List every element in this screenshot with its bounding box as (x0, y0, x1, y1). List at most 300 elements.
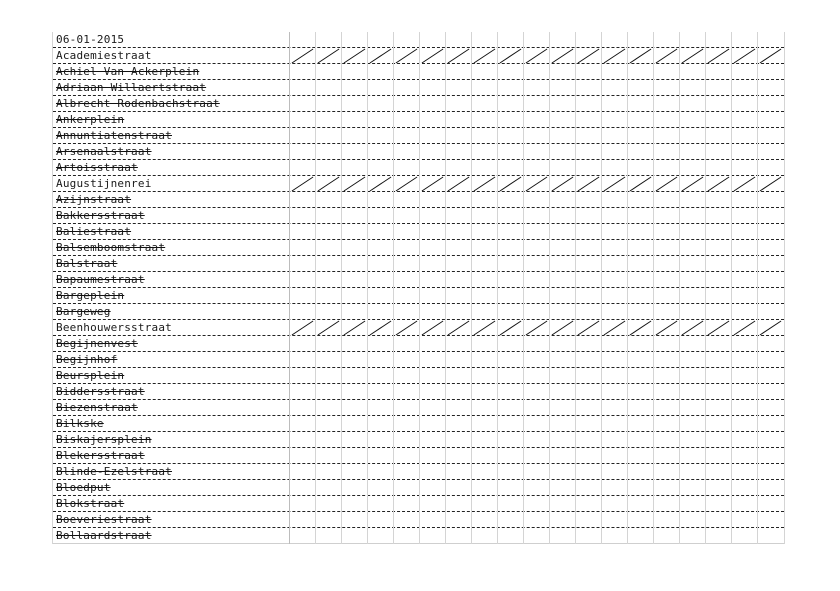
checklist-cell[interactable] (731, 272, 757, 288)
checklist-cell[interactable] (705, 304, 731, 320)
checklist-cell[interactable] (549, 128, 575, 144)
checklist-cell[interactable] (393, 320, 419, 336)
checklist-cell[interactable] (575, 256, 601, 272)
checklist-cell[interactable] (575, 128, 601, 144)
checklist-cell[interactable] (627, 448, 653, 464)
checklist-cell[interactable] (393, 400, 419, 416)
checklist-cell[interactable] (523, 400, 549, 416)
checklist-cell[interactable] (289, 464, 315, 480)
checklist-cell[interactable] (367, 144, 393, 160)
checklist-cell[interactable] (653, 400, 679, 416)
checklist-cell[interactable] (679, 336, 705, 352)
checklist-cell[interactable] (549, 48, 575, 64)
checklist-cell[interactable] (601, 256, 627, 272)
checklist-cell[interactable] (289, 48, 315, 64)
checklist-cell[interactable] (393, 512, 419, 528)
checklist-cell[interactable] (523, 512, 549, 528)
checklist-cell[interactable] (445, 352, 471, 368)
checklist-cell[interactable] (393, 384, 419, 400)
checklist-cell[interactable] (393, 368, 419, 384)
checklist-cell[interactable] (471, 480, 497, 496)
checklist-cell[interactable] (393, 272, 419, 288)
checklist-cell[interactable] (315, 416, 341, 432)
checklist-cell[interactable] (575, 272, 601, 288)
checklist-cell[interactable] (445, 224, 471, 240)
checklist-cell[interactable] (341, 176, 367, 192)
checklist-cell[interactable] (523, 432, 549, 448)
checklist-cell[interactable] (497, 288, 523, 304)
checklist-cell[interactable] (315, 432, 341, 448)
checklist-cell[interactable] (575, 464, 601, 480)
checklist-cell[interactable] (393, 128, 419, 144)
checklist-cell[interactable] (419, 224, 445, 240)
checklist-cell[interactable] (471, 400, 497, 416)
checklist-cell[interactable] (523, 368, 549, 384)
checklist-cell[interactable] (315, 448, 341, 464)
checklist-cell[interactable] (601, 128, 627, 144)
checklist-cell[interactable] (679, 416, 705, 432)
checklist-cell[interactable] (497, 480, 523, 496)
checklist-cell[interactable] (627, 304, 653, 320)
checklist-cell[interactable] (705, 96, 731, 112)
checklist-cell[interactable] (731, 528, 757, 544)
checklist-cell[interactable] (601, 64, 627, 80)
checklist-cell[interactable] (289, 336, 315, 352)
checklist-cell[interactable] (497, 240, 523, 256)
checklist-cell[interactable] (341, 384, 367, 400)
checklist-cell[interactable] (367, 240, 393, 256)
checklist-cell[interactable] (523, 416, 549, 432)
checklist-cell[interactable] (471, 432, 497, 448)
checklist-cell[interactable] (549, 512, 575, 528)
checklist-cell[interactable] (757, 192, 783, 208)
checklist-cell[interactable] (445, 112, 471, 128)
checklist-cell[interactable] (419, 400, 445, 416)
checklist-cell[interactable] (419, 384, 445, 400)
checklist-cell[interactable] (549, 256, 575, 272)
checklist-cell[interactable] (705, 336, 731, 352)
checklist-cell[interactable] (679, 272, 705, 288)
checklist-cell[interactable] (471, 416, 497, 432)
checklist-cell[interactable] (497, 528, 523, 544)
checklist-cell[interactable] (731, 160, 757, 176)
checklist-cell[interactable] (367, 320, 393, 336)
checklist-cell[interactable] (653, 128, 679, 144)
checklist-cell[interactable] (731, 512, 757, 528)
checklist-cell[interactable] (549, 80, 575, 96)
checklist-cell[interactable] (627, 160, 653, 176)
checklist-cell[interactable] (731, 112, 757, 128)
checklist-cell[interactable] (289, 384, 315, 400)
checklist-cell[interactable] (341, 512, 367, 528)
checklist-cell[interactable] (445, 240, 471, 256)
checklist-cell[interactable] (341, 96, 367, 112)
checklist-cell[interactable] (315, 112, 341, 128)
checklist-cell[interactable] (497, 64, 523, 80)
checklist-cell[interactable] (289, 208, 315, 224)
checklist-cell[interactable] (679, 192, 705, 208)
checklist-cell[interactable] (471, 304, 497, 320)
checklist-cell[interactable] (523, 240, 549, 256)
checklist-cell[interactable] (341, 304, 367, 320)
checklist-cell[interactable] (289, 400, 315, 416)
checklist-cell[interactable] (393, 336, 419, 352)
checklist-cell[interactable] (575, 480, 601, 496)
checklist-cell[interactable] (289, 240, 315, 256)
checklist-cell[interactable] (497, 224, 523, 240)
checklist-cell[interactable] (627, 336, 653, 352)
checklist-cell[interactable] (757, 96, 783, 112)
checklist-cell[interactable] (627, 400, 653, 416)
checklist-cell[interactable] (575, 352, 601, 368)
checklist-cell[interactable] (393, 448, 419, 464)
checklist-cell[interactable] (523, 384, 549, 400)
checklist-cell[interactable] (341, 112, 367, 128)
checklist-cell[interactable] (549, 496, 575, 512)
checklist-cell[interactable] (523, 176, 549, 192)
checklist-cell[interactable] (549, 64, 575, 80)
checklist-cell[interactable] (341, 352, 367, 368)
checklist-cell[interactable] (315, 96, 341, 112)
checklist-cell[interactable] (419, 336, 445, 352)
checklist-cell[interactable] (341, 160, 367, 176)
checklist-cell[interactable] (575, 320, 601, 336)
checklist-cell[interactable] (627, 496, 653, 512)
checklist-cell[interactable] (367, 128, 393, 144)
checklist-cell[interactable] (289, 528, 315, 544)
checklist-cell[interactable] (731, 80, 757, 96)
checklist-cell[interactable] (341, 272, 367, 288)
checklist-cell[interactable] (419, 288, 445, 304)
checklist-cell[interactable] (471, 496, 497, 512)
checklist-cell[interactable] (575, 288, 601, 304)
checklist-cell[interactable] (393, 528, 419, 544)
checklist-cell[interactable] (367, 400, 393, 416)
checklist-cell[interactable] (575, 304, 601, 320)
checklist-cell[interactable] (523, 352, 549, 368)
checklist-cell[interactable] (731, 304, 757, 320)
checklist-cell[interactable] (627, 176, 653, 192)
checklist-cell[interactable] (367, 48, 393, 64)
checklist-cell[interactable] (289, 496, 315, 512)
checklist-cell[interactable] (419, 64, 445, 80)
checklist-cell[interactable] (731, 384, 757, 400)
checklist-cell[interactable] (341, 128, 367, 144)
checklist-cell[interactable] (471, 160, 497, 176)
checklist-cell[interactable] (497, 352, 523, 368)
checklist-cell[interactable] (653, 192, 679, 208)
checklist-cell[interactable] (653, 48, 679, 64)
checklist-cell[interactable] (497, 368, 523, 384)
checklist-cell[interactable] (497, 336, 523, 352)
checklist-cell[interactable] (471, 464, 497, 480)
checklist-cell[interactable] (367, 256, 393, 272)
checklist-cell[interactable] (419, 304, 445, 320)
checklist-cell[interactable] (393, 64, 419, 80)
checklist-cell[interactable] (419, 448, 445, 464)
checklist-cell[interactable] (575, 48, 601, 64)
checklist-cell[interactable] (679, 496, 705, 512)
checklist-cell[interactable] (471, 144, 497, 160)
checklist-cell[interactable] (679, 288, 705, 304)
checklist-cell[interactable] (757, 256, 783, 272)
checklist-cell[interactable] (653, 224, 679, 240)
checklist-cell[interactable] (679, 208, 705, 224)
checklist-cell[interactable] (367, 384, 393, 400)
checklist-cell[interactable] (315, 320, 341, 336)
checklist-cell[interactable] (497, 400, 523, 416)
checklist-cell[interactable] (575, 192, 601, 208)
checklist-cell[interactable] (653, 368, 679, 384)
checklist-cell[interactable] (679, 528, 705, 544)
checklist-cell[interactable] (419, 112, 445, 128)
checklist-cell[interactable] (679, 144, 705, 160)
checklist-cell[interactable] (549, 336, 575, 352)
checklist-cell[interactable] (419, 176, 445, 192)
checklist-cell[interactable] (705, 64, 731, 80)
checklist-cell[interactable] (679, 320, 705, 336)
checklist-cell[interactable] (367, 336, 393, 352)
checklist-cell[interactable] (601, 192, 627, 208)
checklist-cell[interactable] (497, 176, 523, 192)
checklist-cell[interactable] (445, 160, 471, 176)
checklist-cell[interactable] (653, 352, 679, 368)
checklist-cell[interactable] (757, 128, 783, 144)
checklist-cell[interactable] (445, 272, 471, 288)
checklist-cell[interactable] (393, 144, 419, 160)
checklist-cell[interactable] (653, 176, 679, 192)
checklist-cell[interactable] (575, 80, 601, 96)
checklist-cell[interactable] (497, 464, 523, 480)
checklist-cell[interactable] (731, 192, 757, 208)
checklist-cell[interactable] (471, 64, 497, 80)
checklist-cell[interactable] (601, 288, 627, 304)
checklist-cell[interactable] (367, 368, 393, 384)
checklist-cell[interactable] (757, 432, 783, 448)
checklist-cell[interactable] (367, 224, 393, 240)
checklist-cell[interactable] (601, 208, 627, 224)
checklist-cell[interactable] (731, 240, 757, 256)
checklist-cell[interactable] (653, 304, 679, 320)
checklist-cell[interactable] (757, 288, 783, 304)
checklist-cell[interactable] (679, 464, 705, 480)
checklist-cell[interactable] (419, 416, 445, 432)
checklist-cell[interactable] (497, 448, 523, 464)
checklist-cell[interactable] (419, 352, 445, 368)
checklist-cell[interactable] (393, 112, 419, 128)
checklist-cell[interactable] (419, 208, 445, 224)
checklist-cell[interactable] (679, 240, 705, 256)
checklist-cell[interactable] (757, 112, 783, 128)
checklist-cell[interactable] (757, 272, 783, 288)
checklist-cell[interactable] (549, 448, 575, 464)
checklist-cell[interactable] (731, 320, 757, 336)
checklist-cell[interactable] (653, 96, 679, 112)
checklist-cell[interactable] (393, 480, 419, 496)
checklist-cell[interactable] (705, 160, 731, 176)
checklist-cell[interactable] (601, 336, 627, 352)
checklist-cell[interactable] (341, 48, 367, 64)
checklist-cell[interactable] (289, 112, 315, 128)
checklist-cell[interactable] (627, 416, 653, 432)
checklist-cell[interactable] (549, 304, 575, 320)
checklist-cell[interactable] (315, 176, 341, 192)
checklist-cell[interactable] (497, 112, 523, 128)
checklist-cell[interactable] (419, 80, 445, 96)
checklist-cell[interactable] (679, 432, 705, 448)
checklist-cell[interactable] (445, 464, 471, 480)
checklist-cell[interactable] (471, 256, 497, 272)
checklist-cell[interactable] (315, 352, 341, 368)
checklist-cell[interactable] (341, 64, 367, 80)
checklist-cell[interactable] (549, 144, 575, 160)
checklist-cell[interactable] (393, 224, 419, 240)
checklist-cell[interactable] (445, 480, 471, 496)
checklist-cell[interactable] (653, 416, 679, 432)
checklist-cell[interactable] (315, 80, 341, 96)
checklist-cell[interactable] (705, 176, 731, 192)
checklist-cell[interactable] (627, 480, 653, 496)
checklist-cell[interactable] (471, 48, 497, 64)
checklist-cell[interactable] (705, 496, 731, 512)
checklist-cell[interactable] (523, 80, 549, 96)
checklist-cell[interactable] (341, 448, 367, 464)
checklist-cell[interactable] (575, 336, 601, 352)
checklist-cell[interactable] (341, 192, 367, 208)
checklist-cell[interactable] (445, 528, 471, 544)
checklist-cell[interactable] (731, 128, 757, 144)
checklist-cell[interactable] (731, 256, 757, 272)
checklist-cell[interactable] (653, 480, 679, 496)
checklist-cell[interactable] (757, 144, 783, 160)
checklist-cell[interactable] (705, 48, 731, 64)
checklist-cell[interactable] (601, 512, 627, 528)
checklist-cell[interactable] (705, 144, 731, 160)
checklist-cell[interactable] (627, 144, 653, 160)
checklist-cell[interactable] (471, 192, 497, 208)
checklist-cell[interactable] (705, 208, 731, 224)
checklist-cell[interactable] (679, 352, 705, 368)
checklist-cell[interactable] (471, 368, 497, 384)
checklist-cell[interactable] (757, 64, 783, 80)
checklist-cell[interactable] (705, 272, 731, 288)
checklist-cell[interactable] (289, 352, 315, 368)
checklist-cell[interactable] (315, 336, 341, 352)
checklist-cell[interactable] (393, 352, 419, 368)
checklist-cell[interactable] (419, 320, 445, 336)
checklist-cell[interactable] (289, 512, 315, 528)
checklist-cell[interactable] (523, 336, 549, 352)
checklist-cell[interactable] (549, 528, 575, 544)
checklist-cell[interactable] (497, 256, 523, 272)
checklist-cell[interactable] (523, 64, 549, 80)
checklist-cell[interactable] (601, 448, 627, 464)
checklist-cell[interactable] (679, 112, 705, 128)
checklist-cell[interactable] (315, 400, 341, 416)
checklist-cell[interactable] (471, 448, 497, 464)
checklist-cell[interactable] (445, 368, 471, 384)
checklist-cell[interactable] (653, 256, 679, 272)
checklist-cell[interactable] (315, 160, 341, 176)
checklist-cell[interactable] (549, 480, 575, 496)
checklist-cell[interactable] (315, 304, 341, 320)
checklist-cell[interactable] (757, 208, 783, 224)
checklist-cell[interactable] (627, 240, 653, 256)
checklist-cell[interactable] (549, 192, 575, 208)
checklist-cell[interactable] (549, 400, 575, 416)
checklist-cell[interactable] (653, 464, 679, 480)
checklist-cell[interactable] (575, 112, 601, 128)
checklist-cell[interactable] (289, 480, 315, 496)
checklist-cell[interactable] (315, 224, 341, 240)
checklist-cell[interactable] (393, 48, 419, 64)
checklist-cell[interactable] (445, 400, 471, 416)
checklist-cell[interactable] (575, 368, 601, 384)
checklist-cell[interactable] (679, 80, 705, 96)
checklist-cell[interactable] (601, 432, 627, 448)
checklist-cell[interactable] (575, 496, 601, 512)
checklist-cell[interactable] (289, 256, 315, 272)
checklist-cell[interactable] (523, 496, 549, 512)
checklist-cell[interactable] (367, 496, 393, 512)
checklist-cell[interactable] (601, 160, 627, 176)
checklist-cell[interactable] (575, 160, 601, 176)
checklist-cell[interactable] (627, 96, 653, 112)
checklist-cell[interactable] (627, 128, 653, 144)
checklist-cell[interactable] (315, 256, 341, 272)
checklist-cell[interactable] (497, 48, 523, 64)
checklist-cell[interactable] (705, 320, 731, 336)
checklist-cell[interactable] (419, 48, 445, 64)
checklist-cell[interactable] (393, 496, 419, 512)
checklist-cell[interactable] (393, 288, 419, 304)
checklist-cell[interactable] (471, 128, 497, 144)
checklist-cell[interactable] (679, 64, 705, 80)
checklist-cell[interactable] (731, 432, 757, 448)
checklist-cell[interactable] (445, 208, 471, 224)
checklist-cell[interactable] (627, 48, 653, 64)
checklist-cell[interactable] (445, 384, 471, 400)
checklist-cell[interactable] (705, 368, 731, 384)
checklist-cell[interactable] (731, 480, 757, 496)
checklist-cell[interactable] (419, 128, 445, 144)
checklist-cell[interactable] (367, 112, 393, 128)
checklist-cell[interactable] (419, 96, 445, 112)
checklist-cell[interactable] (393, 432, 419, 448)
checklist-cell[interactable] (497, 304, 523, 320)
checklist-cell[interactable] (289, 304, 315, 320)
checklist-cell[interactable] (757, 464, 783, 480)
checklist-cell[interactable] (289, 224, 315, 240)
checklist-cell[interactable] (705, 384, 731, 400)
checklist-cell[interactable] (549, 352, 575, 368)
checklist-cell[interactable] (445, 288, 471, 304)
checklist-cell[interactable] (705, 192, 731, 208)
checklist-cell[interactable] (679, 160, 705, 176)
checklist-cell[interactable] (627, 528, 653, 544)
checklist-cell[interactable] (757, 512, 783, 528)
checklist-cell[interactable] (497, 272, 523, 288)
checklist-cell[interactable] (549, 176, 575, 192)
checklist-cell[interactable] (289, 128, 315, 144)
checklist-cell[interactable] (627, 512, 653, 528)
checklist-cell[interactable] (445, 48, 471, 64)
checklist-cell[interactable] (289, 64, 315, 80)
checklist-cell[interactable] (315, 128, 341, 144)
checklist-cell[interactable] (601, 368, 627, 384)
checklist-cell[interactable] (705, 512, 731, 528)
checklist-cell[interactable] (419, 464, 445, 480)
